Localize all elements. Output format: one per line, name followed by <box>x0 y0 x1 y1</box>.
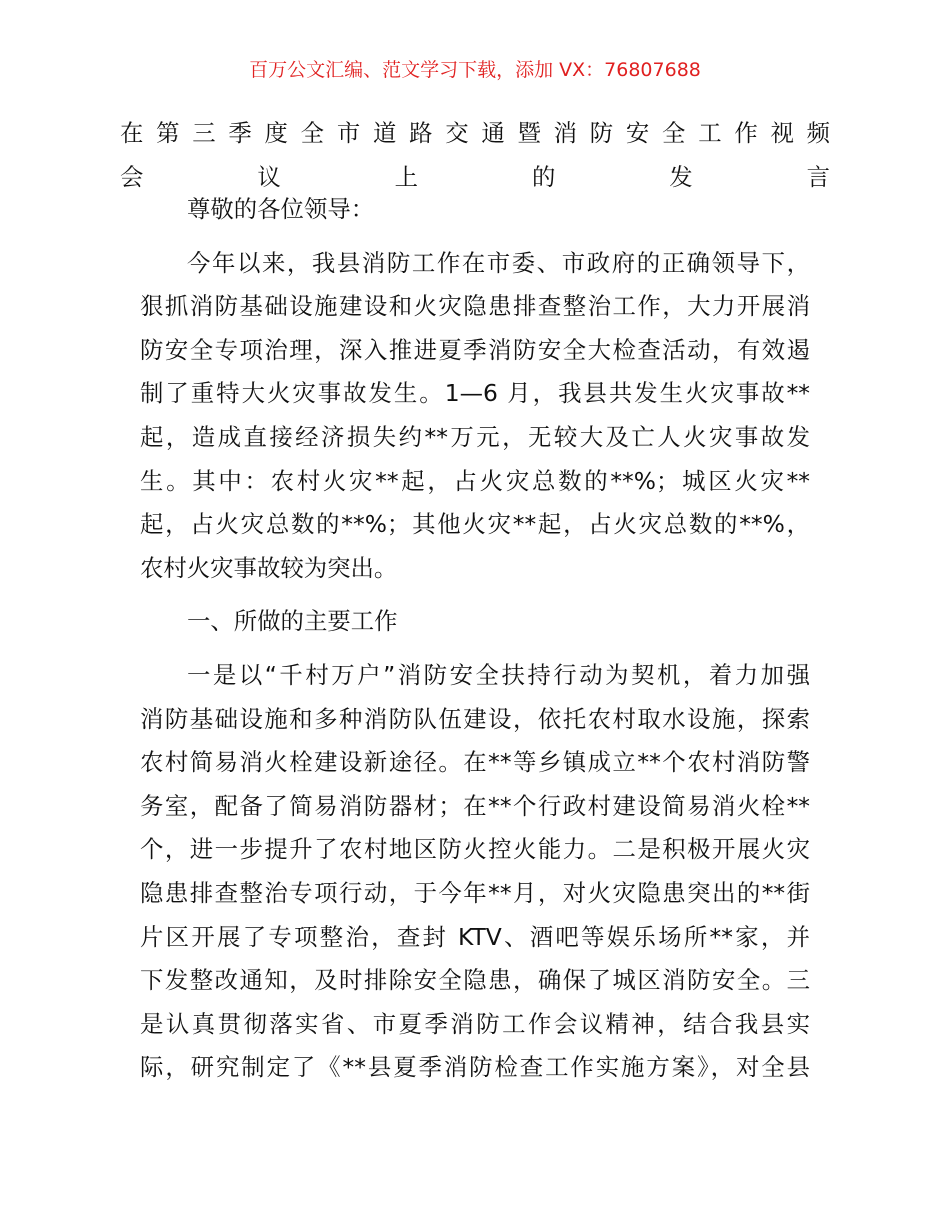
paragraph-line: 今年以来，我县消防工作在市委、市政府的正确领导下， <box>187 248 810 277</box>
paragraph-line: 防安全专项治理，深入推进夏季消防安全大检查活动，有效遏 <box>140 335 810 364</box>
paragraph-line: 一是以“千村万户”消防安全扶持行动为契机，着力加强 <box>187 660 810 689</box>
paragraph-line: 个，进一步提升了农村地区防火控火能力。二是积极开展火灾 <box>140 835 810 864</box>
paragraph-line: 农村简易消火栓建设新途径。在**等乡镇成立**个农村消防警 <box>140 748 810 777</box>
document-title <box>120 112 830 199</box>
paragraph-line: 务室，配备了简易消防器材；在**个行政村建设简易消火栓** <box>140 791 810 820</box>
paragraph-line: 是认真贯彻落实省、市夏季消防工作会议精神，结合我县实 <box>140 1009 810 1038</box>
paragraph-line: 消防基础设施和多种消防队伍建设，依托农村取水设施，探索 <box>140 704 810 733</box>
paragraph-2 <box>140 654 810 1090</box>
paragraph-line: 制了重特大火灾事故发生。1—6 月，我县共发生火灾事故** <box>140 379 810 408</box>
paragraph-line: 农村火灾事故较为突出。 <box>140 553 398 582</box>
title-line: 在第三季度全市道路交通暨消防安全工作视频 <box>120 119 830 147</box>
paragraph-line: 狠抓消防基础设施建设和火灾隐患排查整治工作，大力开展消 <box>140 292 810 321</box>
paragraph-line: 隐患排查整治专项行动，于今年**月，对火灾隐患突出的**街 <box>140 878 810 907</box>
paragraph-line: 起，造成直接经济损失约**万元，无较大及亡人火灾事故发 <box>140 422 810 451</box>
title-line: 会议上的发言 <box>120 162 830 191</box>
paragraph-line: 起，占火灾总数的**%；其他火灾**起，占火灾总数的**%， <box>140 510 810 539</box>
paragraph-line: 下发整改通知，及时排除安全隐患，确保了城区消防安全。三 <box>140 966 810 995</box>
header-banner: 百万公文汇编、范文学习下载，添加 VX：76807688 <box>249 59 701 81</box>
paragraph-1 <box>140 242 810 591</box>
paragraph-line: 片区开展了专项整治，查封 KTV、酒吧等娱乐场所**家，并 <box>140 922 810 951</box>
paragraph-line: 际，研究制定了《**县夏季消防检查工作实施方案》，对全县 <box>140 1053 810 1082</box>
salutation: 尊敬的各位领导： <box>187 195 375 223</box>
document-body <box>140 188 810 1090</box>
section-heading: 一、所做的主要工作 <box>187 607 398 636</box>
paragraph-line: 生。其中：农村火灾**起，占火灾总数的**%；城区火灾** <box>140 466 810 495</box>
